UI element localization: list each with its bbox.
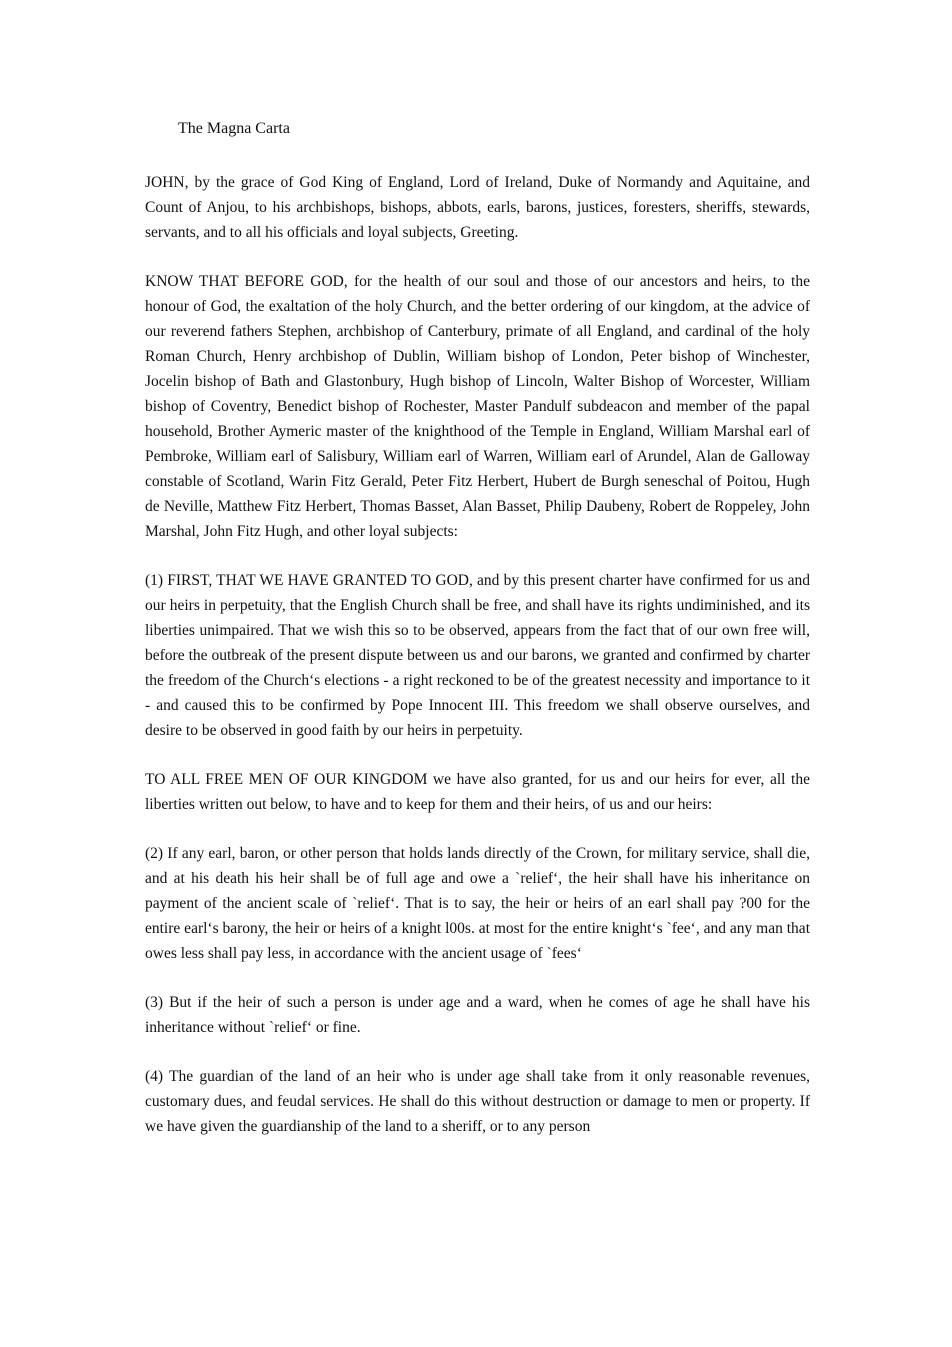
- paragraph-clause-1: (1) FIRST, THAT WE HAVE GRANTED TO GOD, and by this present charter have confirmed for us and our heirs in perpetuity, that the English Church shall be free, and shall have its rights undiminished, and its liberties unimpaired. That we wish this so to be observed, appears from the fact that of our own free will, before the outbreak of the present dispute between us and our barons, we granted and confirmed by charter the freedom of the Church‘s elections - a right reckoned to be of the greatest necessity and importance to it - and caused this to be confirmed by Pope Innocent III. This freedom we shall observe ourselves, and desire to be observed in good faith by our heirs in perpetuity.: [145, 572, 810, 739]
- document-body: [145, 170, 810, 1139]
- paragraph-salutation: JOHN, by the grace of God King of England, Lord of Ireland, Duke of Normandy and Aquitaine, and Count of Anjou, to his archbishops, bishops, abbots, earls, barons, justices, foresters, sheriffs, stewards, servants, and to all his officials and loyal subjects, Greeting.: [145, 174, 810, 241]
- paragraph-preamble: KNOW THAT BEFORE GOD, for the health of our soul and those of our ancestors and heirs, to the honour of God, the exaltation of the holy Church, and the better ordering of our kingdom, at the advice of our reverend fathers Stephen, archbishop of Canterbury, primate of all England, and cardinal of the holy Roman Church, Henry archbishop of Dublin, William bishop of London, Peter bishop of Winchester, Jocelin bishop of Bath and Glastonbury, Hugh bishop of Lincoln, Walter Bishop of Worcester, William bishop of Coventry, Benedict bishop of Rochester, Master Pandulf subdeacon and member of the papal household, Brother Aymeric master of the knighthood of the Temple in England, William Marshal earl of Pembroke, William earl of Salisbury, William earl of Warren, William earl of Arundel, Alan de Galloway constable of Scotland, Warin Fitz Gerald, Peter Fitz Herbert, Hubert de Burgh seneschal of Poitou, Hugh de Neville, Matthew Fitz Herbert, Thomas Basset, Alan Basset, Philip Daubeny, Robert de Roppeley, John Marshal, John Fitz Hugh, and other loyal subjects:: [145, 273, 810, 540]
- document-title: The Magna Carta: [178, 120, 290, 137]
- paragraph-clause-4: (4) The guardian of the land of an heir who is under age shall take from it only reasonable revenues, customary dues, and feudal services. He shall do this without destruction or damage to men or property. If we have given the guardianship of the land to a sheriff, or to any person: [145, 1068, 810, 1135]
- paragraph-free-men: TO ALL FREE MEN OF OUR KINGDOM we have also granted, for us and our heirs for ever, all the liberties written out below, to have and to keep for them and their heirs, of us and our heirs:: [145, 771, 810, 813]
- paragraph-clause-2: (2) If any earl, baron, or other person that holds lands directly of the Crown, for military service, shall die, and at his death his heir shall be of full age and owe a `relief‘, the heir shall have his inheritance on payment of the ancient scale of `relief‘. That is to say, the heir or heirs of an earl shall pay ?00 for the entire earl‘s barony, the heir or heirs of a knight l00s. at most for the entire knight‘s `fee‘, and any man that owes less shall pay less, in accordance with the ancient usage of `fees‘: [145, 845, 810, 962]
- paragraph-clause-3: (3) But if the heir of such a person is under age and a ward, when he comes of age he shall have his inheritance without `relief‘ or fine.: [145, 994, 810, 1036]
